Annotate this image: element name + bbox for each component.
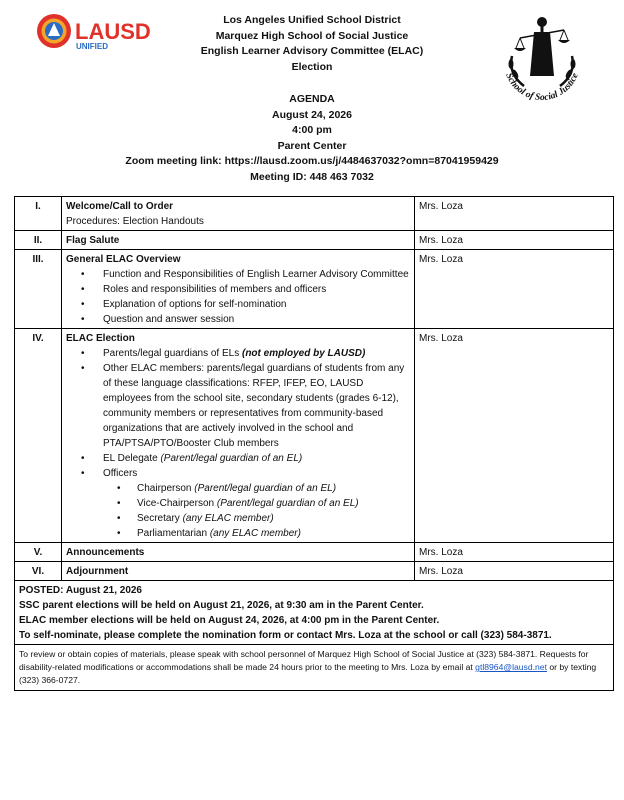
district-name: Los Angeles Unified School District	[223, 14, 401, 26]
item-note: Procedures: Election Handouts	[66, 216, 204, 227]
texting-text: or by texting (323) 366-0727.	[19, 662, 597, 685]
officer-item	[137, 496, 410, 511]
list-item	[103, 466, 410, 541]
meeting-time: 4:00 pm	[292, 124, 332, 136]
table-row	[15, 329, 614, 543]
item-title: General ELAC Overview	[66, 254, 181, 265]
list-item	[103, 451, 410, 466]
school-name: Marquez High School of Social Justice	[215, 29, 409, 42]
item-content	[62, 250, 415, 329]
item-number: I.	[15, 197, 62, 231]
seal-text: School of Social Justice	[503, 71, 581, 104]
table-row	[15, 197, 614, 231]
item-number: II.	[15, 231, 62, 250]
item-presenter: Mrs. Loza	[415, 250, 614, 329]
list-item	[103, 346, 410, 361]
item-content	[62, 197, 415, 231]
accommodation-text: To review or obtain copies of materials, please speak with school personnel of Marquez High School of Social Justice at (323) 584-3871. Requests for disability-related modifications or accommodations shall be made 24 hours prior to the meeting to Mrs. Loza by email at	[19, 649, 589, 672]
item-content	[62, 543, 415, 562]
item-title: Announcements	[66, 547, 145, 558]
list-item-emphasis: (Parent/legal guardian of an EL)	[160, 453, 303, 464]
list-item-emphasis: (not employed by LAUSD)	[241, 348, 366, 359]
agenda-heading	[90, 92, 534, 185]
item-presenter: Mrs. Loza	[415, 197, 614, 231]
item-presenter: Mrs. Loza	[415, 231, 614, 250]
notes-box	[14, 581, 614, 691]
officer-note: (Parent/legal guardian of an EL)	[216, 498, 359, 509]
accommodation-notice	[15, 645, 613, 690]
logo-text: LAUSD	[75, 19, 151, 44]
table-row	[15, 543, 614, 562]
item-bullet-list	[66, 267, 410, 327]
item-content	[62, 231, 415, 250]
item-title: ELAC Election	[66, 333, 135, 344]
officer-note: (any ELAC member)	[182, 513, 274, 524]
officer-list	[103, 481, 410, 541]
list-item: • Function and Responsibilities of English Learner Advisory Committee	[103, 267, 410, 282]
list-item: • Roles and responsibilities of members and officers	[103, 282, 410, 297]
agenda-table	[14, 196, 614, 581]
item-presenter: Mrs. Loza	[415, 543, 614, 562]
agenda-title: AGENDA	[289, 93, 335, 105]
officer-note: (Parent/legal guardian of an EL)	[194, 483, 337, 494]
item-content	[62, 329, 415, 543]
officer-role: Vice-Chairperson	[137, 498, 215, 509]
meeting-place: Parent Center	[277, 139, 347, 152]
officer-note: (any ELAC member)	[209, 528, 301, 539]
item-number: V.	[15, 543, 62, 562]
list-item-text: Officers	[103, 468, 138, 479]
document-header	[150, 13, 474, 75]
self-nomination-notice: To self-nominate, please complete the nomination form or contact Mrs. Loza at the school or call (323) 584-3871.	[19, 630, 552, 641]
item-title: Welcome/Call to Order	[66, 201, 174, 212]
officer-item	[137, 511, 410, 526]
item-presenter: Mrs. Loza	[415, 562, 614, 581]
meeting-date: August 24, 2026	[272, 108, 352, 121]
posted-date: POSTED: August 21, 2026	[19, 585, 142, 596]
list-item-text: EL Delegate	[103, 453, 158, 464]
email-link[interactable]: gtl8964@lausd.net	[475, 662, 547, 672]
item-number: IV.	[15, 329, 62, 543]
logo-subtext: UNIFIED	[76, 42, 108, 51]
item-title: Flag Salute	[66, 235, 120, 246]
list-item-text: Parents/legal guardians of ELs	[103, 348, 240, 359]
item-number: III.	[15, 250, 62, 329]
item-content	[62, 562, 415, 581]
list-item: • Question and answer session	[103, 312, 410, 327]
lausd-logo	[34, 12, 164, 52]
list-item: • Explanation of options for self-nomination	[103, 297, 410, 312]
item-title: Adjournment	[66, 566, 129, 577]
list-item: • Other ELAC members: parents/legal guardians of students from any of these language classifications: RFEP, IFEP, EO, LAUSD employees from the school site, secondary students (grades 6-12), community members or representatives from community-based organizations that are actively involved in the school and PTA/PTSA/PTO/Booster Club members	[103, 361, 410, 451]
officer-role: Chairperson	[137, 483, 192, 494]
elac-election-notice: ELAC member elections will be held on August 24, 2026, at 4:00 pm in the Parent Center.	[19, 615, 440, 626]
committee-name: English Learner Advisory Committee (ELAC)	[200, 45, 424, 57]
item-bullet-list	[66, 346, 410, 541]
table-row	[15, 231, 614, 250]
meeting-id: Meeting ID: 448 463 7032	[250, 170, 374, 183]
posted-notice	[15, 581, 613, 645]
officer-role: Secretary	[137, 513, 180, 524]
zoom-link[interactable]: Zoom meeting link: https://lausd.zoom.us/j/4484637032?omn=87041959429	[125, 155, 499, 167]
table-row	[15, 250, 614, 329]
item-number: VI.	[15, 562, 62, 581]
document-subject: Election	[291, 60, 333, 73]
officer-role: Parliamentarian	[137, 528, 208, 539]
ssc-election-notice: SSC parent elections will be held on August 21, 2026, at 9:30 am in the Parent Center.	[19, 600, 424, 611]
item-presenter: Mrs. Loza	[415, 329, 614, 543]
table-row	[15, 562, 614, 581]
officer-item	[137, 526, 410, 541]
officer-item	[137, 481, 410, 496]
